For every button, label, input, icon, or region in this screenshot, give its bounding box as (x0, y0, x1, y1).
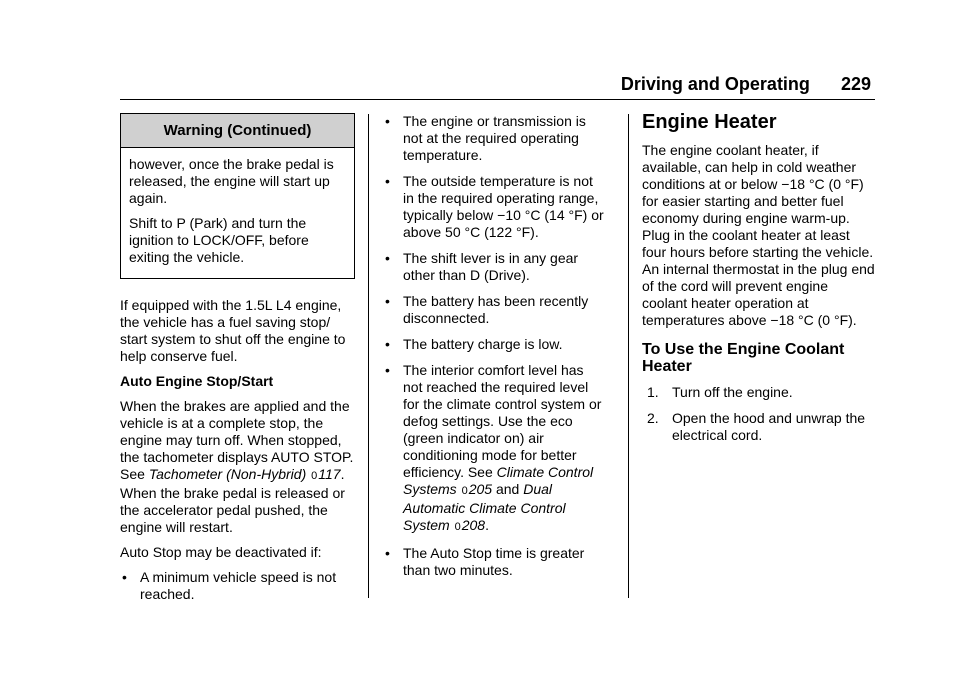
section-heading: Engine Heater (642, 111, 777, 133)
warning-body (121, 148, 354, 278)
cross-reference-link[interactable]: Dual Automatic Climate Control System (403, 481, 566, 533)
page-reference-icon: 0 (454, 521, 461, 533)
column-right (642, 111, 877, 453)
page-ref[interactable]: 208 (461, 517, 486, 533)
step-text: Open the hood and unwrap the electrical cord. (672, 410, 866, 443)
section-title: Driving and Operating (620, 74, 810, 94)
text: When the brakes are applied and the vehicle is at a complete stop, the engine may turn off. When stopped, the tachometer displays AUTO STOP. See (120, 398, 354, 482)
page-reference-icon: 0 (311, 470, 318, 482)
page-ref[interactable]: 117 (318, 466, 341, 482)
step-number: 2. (647, 410, 659, 426)
text: The interior comfort level has not reached the required level for the climate control system or defog settings. Use the eco (green indicator on) air conditioning mode for better efficiency. See (403, 362, 602, 480)
list-item: • The Auto Stop time is greater than two minutes. (383, 545, 605, 579)
list-item: • The battery charge is low. (383, 336, 605, 353)
bullet-list (120, 569, 355, 603)
paragraph: If equipped with the 1.5L L4 engine, the vehicle has a fuel saving stop/ start system to shut off the engine to help conserve fuel. (120, 297, 346, 364)
paragraph (120, 398, 355, 536)
list-item: • The battery has been recently disconnected. (383, 293, 605, 327)
list-item: • A minimum vehicle speed is not reached. (120, 569, 355, 603)
warning-text: however, once the brake pedal is released, the engine will start up again. (129, 156, 334, 206)
cross-reference-link[interactable]: Tachometer (Non-Hybrid) (148, 466, 307, 482)
text: . (485, 517, 489, 533)
page-ref[interactable]: 205 (468, 481, 493, 497)
column-left (120, 113, 355, 612)
warning-box (120, 113, 355, 279)
step-item (642, 410, 877, 444)
step-number: 1. (647, 384, 659, 400)
text: and (492, 481, 524, 497)
page-reference-icon: 0 (461, 485, 468, 497)
list-item: • The outside temperature is not in the required operating range, typically below −10 °C (14 °F) or above 50 °C (122 °F). (383, 173, 605, 241)
warning-title: Warning (Continued) (121, 114, 354, 148)
cross-reference-link[interactable]: Climate Control Systems (403, 464, 594, 497)
column-divider-1 (368, 114, 369, 598)
header-rule (120, 99, 875, 100)
steps-list (642, 384, 877, 444)
subsection-heading: To Use the Engine Coolant Heater (642, 341, 845, 375)
paragraph: The engine coolant heater, if available, can help in cold weather conditions at or below −18 °C (0 °F) for easier starting and better fuel economy during engine warm-up. Plug in the coolant heater at least four hours before starting the vehicle. An internal thermostat in the plug end of the cord will prevent engine coolant heater operation at temperatures above −18 °C (0 °F). (642, 142, 875, 328)
subheading: Auto Engine Stop/Start (120, 373, 274, 389)
text: . When the brake pedal is released or the accelerator pedal pushed, the engine will restart. (120, 466, 345, 535)
column-divider-2 (628, 114, 629, 598)
step-item (642, 384, 877, 401)
paragraph: Auto Stop may be deactivated if: (120, 544, 322, 560)
list-item (383, 362, 605, 536)
warning-text: Shift to P (Park) and turn the ignition to LOCK/OFF, before exiting the vehicle. (129, 215, 309, 265)
list-item: • The shift lever is in any gear other than D (Drive). (383, 250, 605, 284)
column-middle (383, 113, 605, 588)
list-item: • The engine or transmission is not at the required operating temperature. (383, 113, 605, 164)
page-header (621, 74, 871, 95)
bullet-list (383, 113, 605, 579)
step-text: Turn off the engine. (672, 384, 793, 400)
page-number: 229 (840, 74, 871, 94)
